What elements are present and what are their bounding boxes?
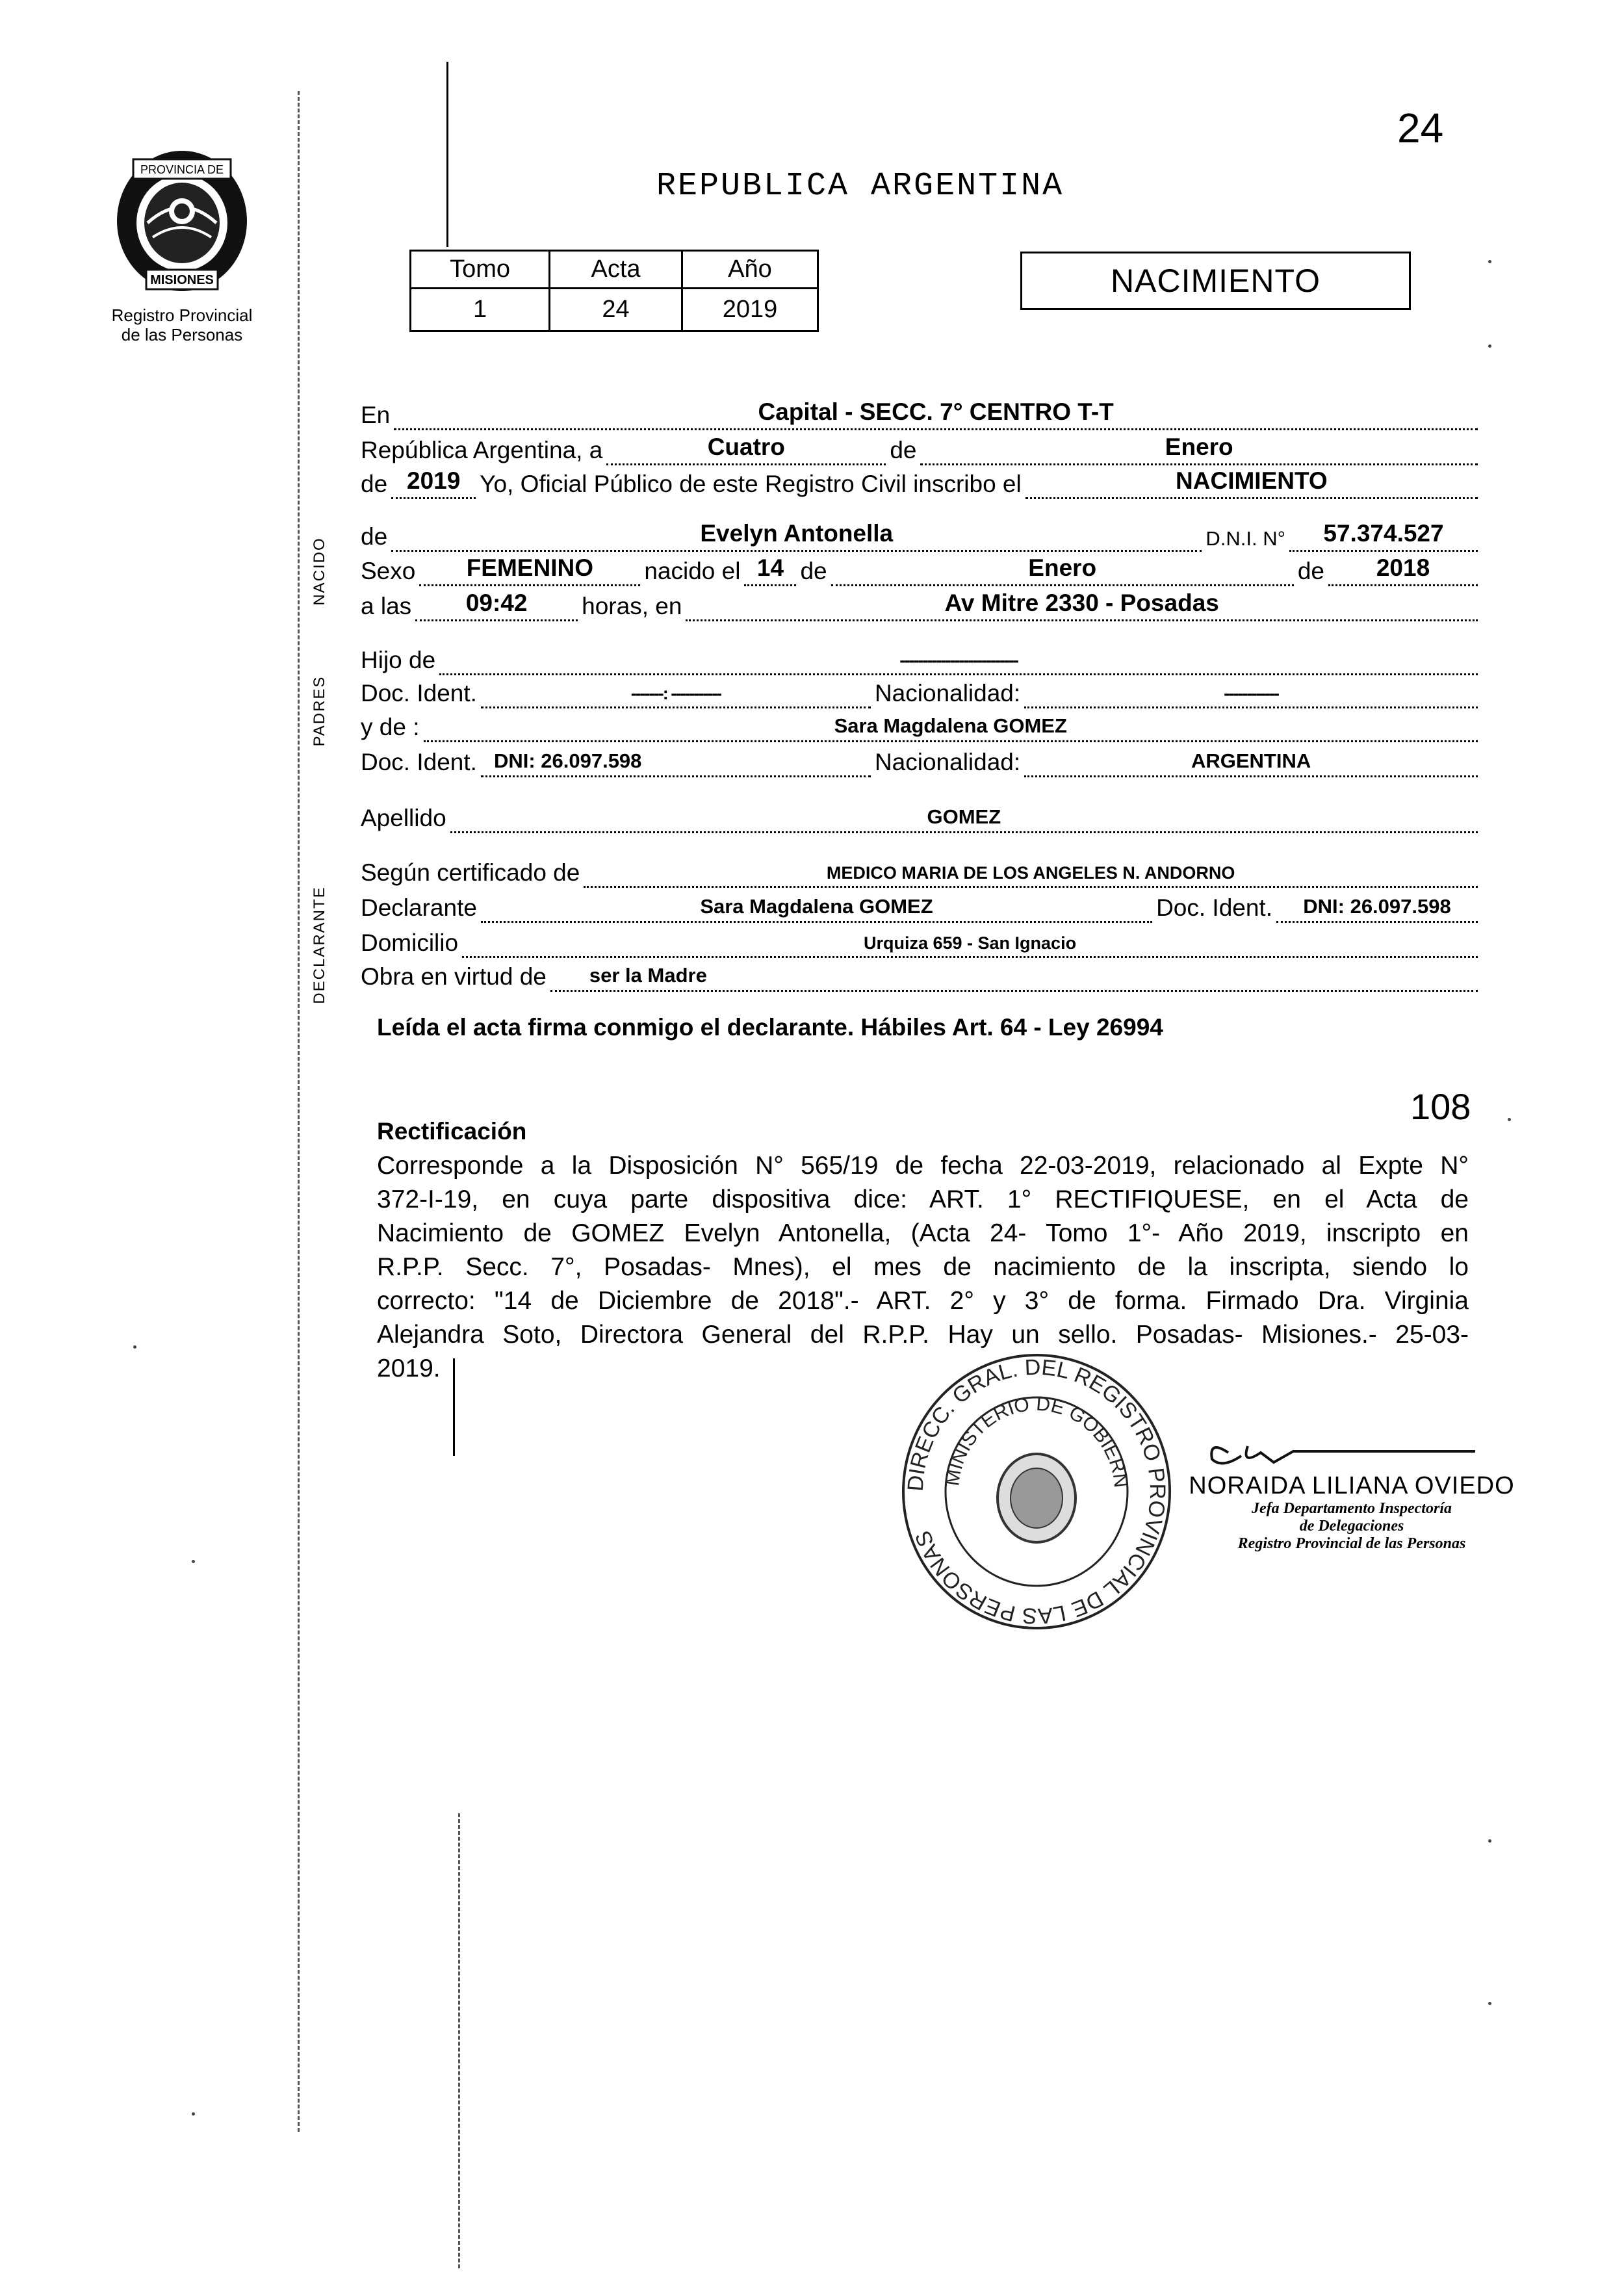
rectificacion-title: Rectificación xyxy=(377,1118,527,1145)
province-coat-of-arms-icon xyxy=(107,146,257,302)
field-madre-doc xyxy=(481,742,871,777)
label-apellido: Apellido xyxy=(361,805,446,831)
label-en: En xyxy=(361,402,391,428)
row-domicilio xyxy=(361,923,1482,958)
margin-dot xyxy=(192,2112,195,2116)
round-seal-icon xyxy=(900,1352,1173,1631)
row-declarante xyxy=(361,888,1482,923)
row-apellido xyxy=(361,798,1482,833)
row-en xyxy=(361,395,1482,430)
field-hora xyxy=(415,586,578,621)
value-padre-doc: -------: ----------- xyxy=(630,684,721,703)
value-apellido: GOMEZ xyxy=(927,805,1001,828)
second-number: 108 xyxy=(1410,1086,1471,1127)
margin-dot xyxy=(133,1345,136,1349)
row-madre xyxy=(361,707,1482,742)
rect-line: Nacimiento de GOMEZ Evelyn Antonella, (Acta 24- Tomo 1°- Año 2019, inscripto en xyxy=(377,1219,1469,1247)
value-year: 2019 xyxy=(407,467,461,494)
signature-block xyxy=(1183,1472,1521,1553)
field-en xyxy=(394,395,1478,430)
field-nombre xyxy=(391,517,1202,552)
label-domicilio: Domicilio xyxy=(361,929,459,956)
signatory-title-1: Jefa Departamento Inspectoría xyxy=(1252,1500,1452,1517)
field-nac-day xyxy=(744,551,796,586)
table-value-acta: 24 xyxy=(550,289,682,331)
page-number: 24 xyxy=(1397,105,1444,151)
value-sexo: FEMENINO xyxy=(466,554,593,581)
value-dni: 57.374.527 xyxy=(1323,520,1444,547)
field-madre-nac xyxy=(1024,742,1478,777)
rect-line: Alejandra Soto, Directora General del R.P.P. Hay un sello. Posadas- Misiones.- 25-03- xyxy=(377,1321,1469,1349)
label-certificado: Según certificado de xyxy=(361,859,580,886)
row-nombre xyxy=(361,517,1482,552)
row-hora xyxy=(361,586,1482,621)
logo-text-top: PROVINCIA DE xyxy=(140,163,224,176)
rect-line: 2019. xyxy=(377,1354,441,1382)
field-apellido xyxy=(450,798,1478,833)
official-seal xyxy=(900,1352,1173,1631)
label-nacido: nacido el xyxy=(644,558,741,584)
label-de-nac-year: de xyxy=(1297,558,1324,584)
table-header-ano: Año xyxy=(682,251,818,289)
value-madre: Sara Magdalena GOMEZ xyxy=(834,714,1067,737)
table-header-acta: Acta xyxy=(550,251,682,289)
label-dni: D.N.I. N° xyxy=(1205,527,1285,550)
signatory-title-3: Registro Provincial de las Personas xyxy=(1237,1535,1466,1552)
row-hijo xyxy=(361,640,1482,675)
side-label-declarante: DECLARANTE xyxy=(311,886,328,1004)
label-decl-doc: Doc. Ident. xyxy=(1156,894,1272,921)
value-hora: 09:42 xyxy=(465,589,528,616)
label-de-nombre: de xyxy=(361,523,388,550)
field-obra xyxy=(550,957,1478,992)
logo-text-bottom: MISIONES xyxy=(150,273,214,287)
side-label-padres: PADRES xyxy=(311,675,328,747)
closing-statement: Leída el acta firma conmigo el declarante. Hábiles Art. 64 - Ley 26994 xyxy=(377,1014,1163,1041)
value-en: Capital - SECC. 7° CENTRO T-T xyxy=(758,398,1114,425)
signature-icon xyxy=(1202,1433,1482,1472)
label-republica: República Argentina, a xyxy=(361,437,603,463)
margin-dot xyxy=(1488,344,1491,348)
rect-line: 372-I-19, en cuya parte dispositiva dice: ART. 1° RECTIFIQUESE, en el Acta de xyxy=(377,1185,1469,1213)
field-padre-doc xyxy=(481,673,871,708)
signature-scribble xyxy=(1202,1433,1482,1472)
seal-outer-path: DIRECC. GRAL. DEL REGISTRO PROVINCIAL DE LAS PERSONAS xyxy=(903,1354,1170,1629)
label-madre-doc: Doc. Ident. xyxy=(361,749,477,775)
value-certificado: MEDICO MARIA DE LOS ANGELES N. ANDORNO xyxy=(826,863,1235,883)
label-padre-nac: Nacionalidad: xyxy=(874,680,1021,706)
field-sexo xyxy=(419,551,640,586)
row-year xyxy=(361,464,1482,499)
value-padre: -------------------------- xyxy=(899,651,1018,670)
field-lugar xyxy=(686,586,1478,621)
field-day xyxy=(606,430,886,465)
field-padre xyxy=(439,640,1478,675)
value-domicilio: Urquiza 659 - San Ignacio xyxy=(863,933,1077,953)
value-nombre: Evelyn Antonella xyxy=(700,520,894,547)
rect-line: R.P.P. Secc. 7°, Posadas- Mnes), el mes de nacimiento de la inscripta, siendo lo xyxy=(377,1253,1469,1281)
field-declarante xyxy=(481,888,1152,923)
row-padre-doc xyxy=(361,673,1482,708)
table-value-ano: 2019 xyxy=(682,289,818,331)
tomo-acta-ano-table xyxy=(409,250,819,332)
record-type-box: NACIMIENTO xyxy=(1020,252,1411,310)
province-logo xyxy=(107,146,257,302)
margin-line-right xyxy=(458,1813,460,2268)
margin-dot xyxy=(1488,1839,1491,1843)
row-sexo xyxy=(361,551,1482,586)
label-yde: y de : xyxy=(361,714,420,740)
margin-dot xyxy=(1488,2002,1491,2005)
value-madre-nac: ARGENTINA xyxy=(1191,749,1311,772)
row-republica xyxy=(361,430,1482,465)
field-madre xyxy=(424,707,1478,742)
label-sexo: Sexo xyxy=(361,558,416,584)
rectificacion-body xyxy=(377,1149,1469,1386)
value-nac-year: 2018 xyxy=(1376,554,1430,581)
value-padre-nac: ------------ xyxy=(1224,684,1279,703)
value-decl-doc: DNI: 26.097.598 xyxy=(1303,895,1451,918)
value-nac-day: 14 xyxy=(756,554,784,581)
value-nac-month: Enero xyxy=(1028,554,1097,581)
label-hijo: Hijo de xyxy=(361,647,436,673)
label-oficial: Yo, Oficial Público de este Registro Civil inscribo el xyxy=(480,471,1022,497)
value-lugar: Av Mitre 2330 - Posadas xyxy=(944,589,1219,616)
value-day: Cuatro xyxy=(707,434,785,460)
row-obra xyxy=(361,957,1482,992)
table-header-tomo: Tomo xyxy=(411,251,550,289)
field-certificado xyxy=(584,853,1478,888)
table-value-tomo: 1 xyxy=(411,289,550,331)
rect-line: Corresponde a la Disposición N° 565/19 de fecha 22-03-2019, relacionado al Expte N° xyxy=(377,1152,1469,1180)
field-decl-doc xyxy=(1276,888,1478,923)
label-padre-doc: Doc. Ident. xyxy=(361,680,477,706)
rect-line: correcto: "14 de Diciembre de 2018".- ART. 2° y 3° de forma. Firmado Dra. Virginia xyxy=(377,1287,1469,1315)
registry-caption xyxy=(84,305,279,344)
seal-inner-path: MINISTERIO DE GOBIERN xyxy=(941,1393,1132,1489)
row-madre-doc xyxy=(361,742,1482,777)
field-tipo xyxy=(1025,464,1478,499)
value-obra: ser la Madre xyxy=(589,964,707,987)
margin-dot xyxy=(1508,1118,1511,1121)
label-obra: Obra en virtud de xyxy=(361,963,547,990)
signatory-name: NORAIDA LILIANA OVIEDO xyxy=(1189,1472,1515,1499)
label-madre-nac: Nacionalidad: xyxy=(874,749,1021,775)
field-month xyxy=(920,430,1478,465)
margin-line-left xyxy=(298,91,300,2132)
side-label-nacido: NACIDO xyxy=(311,537,328,606)
field-domicilio xyxy=(462,923,1478,958)
value-declarante: Sara Magdalena GOMEZ xyxy=(700,895,933,918)
registry-caption-line2: de las Personas xyxy=(121,325,243,344)
label-declarante: Declarante xyxy=(361,894,477,921)
label-de-year: de xyxy=(361,471,388,497)
field-dni xyxy=(1289,517,1478,552)
field-year xyxy=(391,464,476,499)
value-month: Enero xyxy=(1165,434,1233,460)
row-certificado xyxy=(361,853,1482,888)
label-alas: a las xyxy=(361,593,412,619)
value-tipo: NACIMIENTO xyxy=(1176,467,1328,494)
value-madre-doc: DNI: 26.097.598 xyxy=(493,749,642,772)
margin-dot xyxy=(192,1560,195,1563)
field-padre-nac xyxy=(1024,673,1478,708)
signatory-title-2: de Delegaciones xyxy=(1299,1518,1404,1535)
label-horas: horas, en xyxy=(582,593,682,619)
country-title: REPUBLICA ARGENTINA xyxy=(656,168,1064,205)
margin-line-center xyxy=(446,62,448,247)
field-nac-month xyxy=(831,551,1294,586)
label-de-nac: de xyxy=(800,558,827,584)
field-nac-year xyxy=(1328,551,1478,586)
registry-caption-line1: Registro Provincial xyxy=(111,305,253,325)
label-de-month: de xyxy=(890,437,917,463)
margin-dot xyxy=(1488,260,1491,263)
